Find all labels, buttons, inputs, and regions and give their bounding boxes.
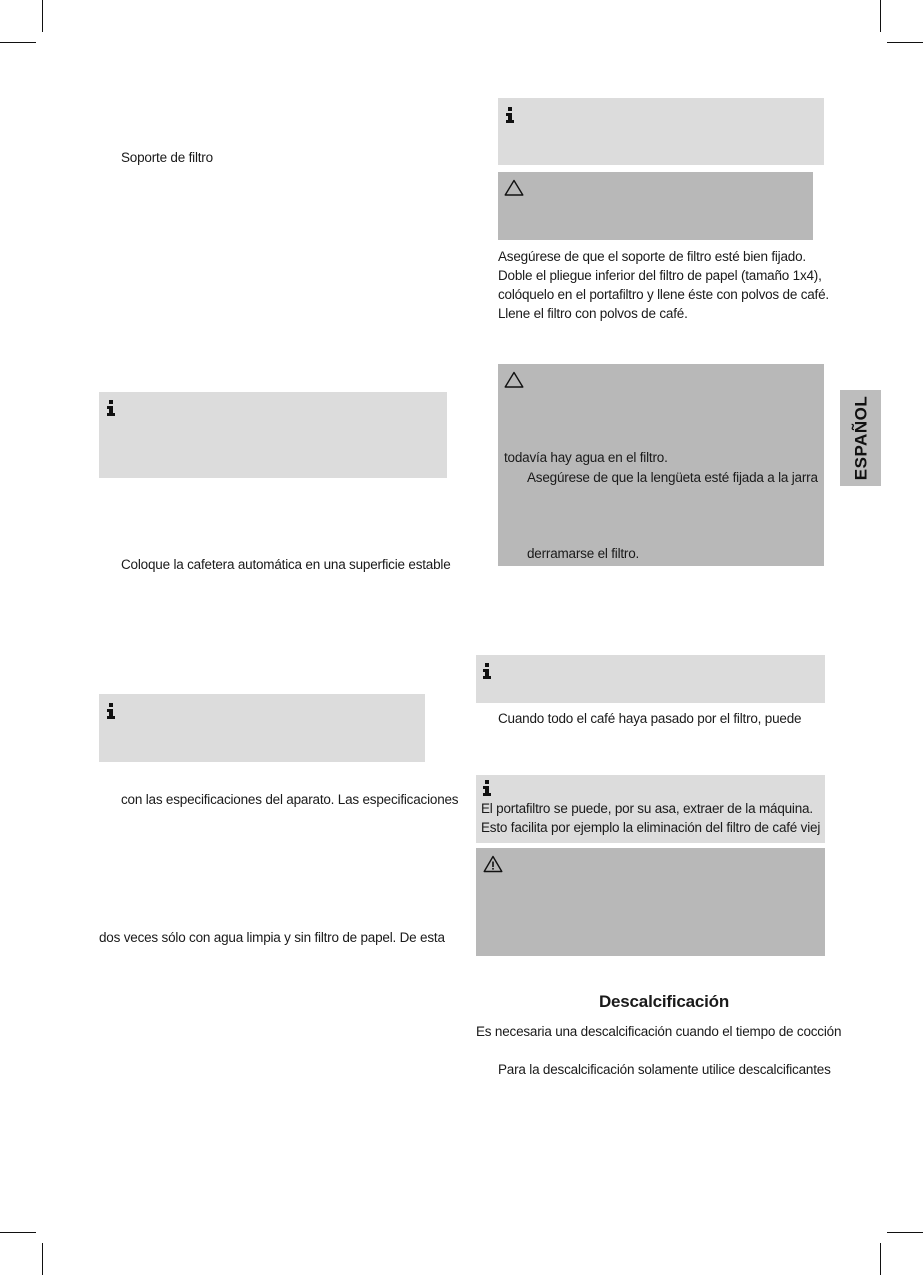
descaling-heading: Descalcificación bbox=[598, 992, 730, 1011]
info-box bbox=[99, 694, 425, 762]
info-box bbox=[498, 98, 824, 165]
caution-box bbox=[498, 172, 813, 240]
crop-mark bbox=[887, 42, 923, 43]
caution-triangle-icon bbox=[504, 179, 524, 196]
filter-instruction-line: Asegúrese de que el soporte de filtro esté bien fijado. bbox=[498, 249, 806, 264]
crop-mark bbox=[0, 42, 36, 43]
descaling-required-text: Es necesaria una descalcificación cuando el tiempo de cocción bbox=[476, 1024, 842, 1039]
filter-instruction-line: colóquelo en el portafiltro y llene éste con polvos de café. bbox=[498, 287, 829, 302]
specifications-text: con las especificaciones del aparato. Las especificaciones bbox=[121, 792, 459, 807]
warning-tab-text: Asegúrese de que la lengüeta esté fijada a la jarra bbox=[527, 470, 818, 485]
filter-holder-label: Soporte de filtro bbox=[121, 150, 213, 165]
warning-box bbox=[476, 848, 825, 956]
crop-mark bbox=[0, 1232, 36, 1233]
info-icon bbox=[482, 780, 492, 796]
info-icon bbox=[106, 400, 116, 416]
descaling-agents-text: Para la descalcificación solamente utilice descalcificantes bbox=[498, 1062, 831, 1077]
crop-mark bbox=[887, 1232, 923, 1233]
language-tab bbox=[840, 390, 881, 486]
place-machine-text: Coloque la cafetera automática en una superficie estable bbox=[121, 557, 451, 572]
filter-instruction-line: Llene el filtro con polvos de café. bbox=[498, 306, 688, 321]
info-box bbox=[99, 392, 447, 478]
caution-triangle-icon bbox=[504, 371, 524, 388]
crop-mark bbox=[880, 1243, 881, 1275]
warning-water-text: todavía hay agua en el filtro. bbox=[504, 450, 668, 465]
portafilter-note-line: Esto facilita por ejemplo la eliminación del filtro de café viej bbox=[481, 820, 821, 835]
crop-mark bbox=[42, 0, 43, 32]
caution-box bbox=[498, 364, 824, 566]
rinse-text: dos veces sólo con agua limpia y sin filtro de papel. De esta bbox=[99, 930, 445, 945]
info-icon bbox=[106, 703, 116, 719]
coffee-passed-text: Cuando todo el café haya pasado por el filtro, puede bbox=[498, 711, 802, 726]
crop-mark bbox=[42, 1243, 43, 1275]
portafilter-note-line: El portafiltro se puede, por su asa, extraer de la máquina. bbox=[481, 801, 813, 816]
warning-overflow-text: derramarse el filtro. bbox=[527, 546, 640, 561]
info-icon bbox=[505, 107, 515, 123]
info-box bbox=[476, 775, 825, 843]
filter-instruction-line: Doble el pliegue inferior del filtro de papel (tamaño 1x4), bbox=[498, 268, 822, 283]
info-icon bbox=[482, 663, 492, 679]
info-box bbox=[476, 655, 825, 703]
warning-exclamation-triangle-icon bbox=[483, 855, 503, 873]
crop-mark bbox=[880, 0, 881, 32]
language-tab-label: ESPAÑOL bbox=[851, 395, 870, 481]
